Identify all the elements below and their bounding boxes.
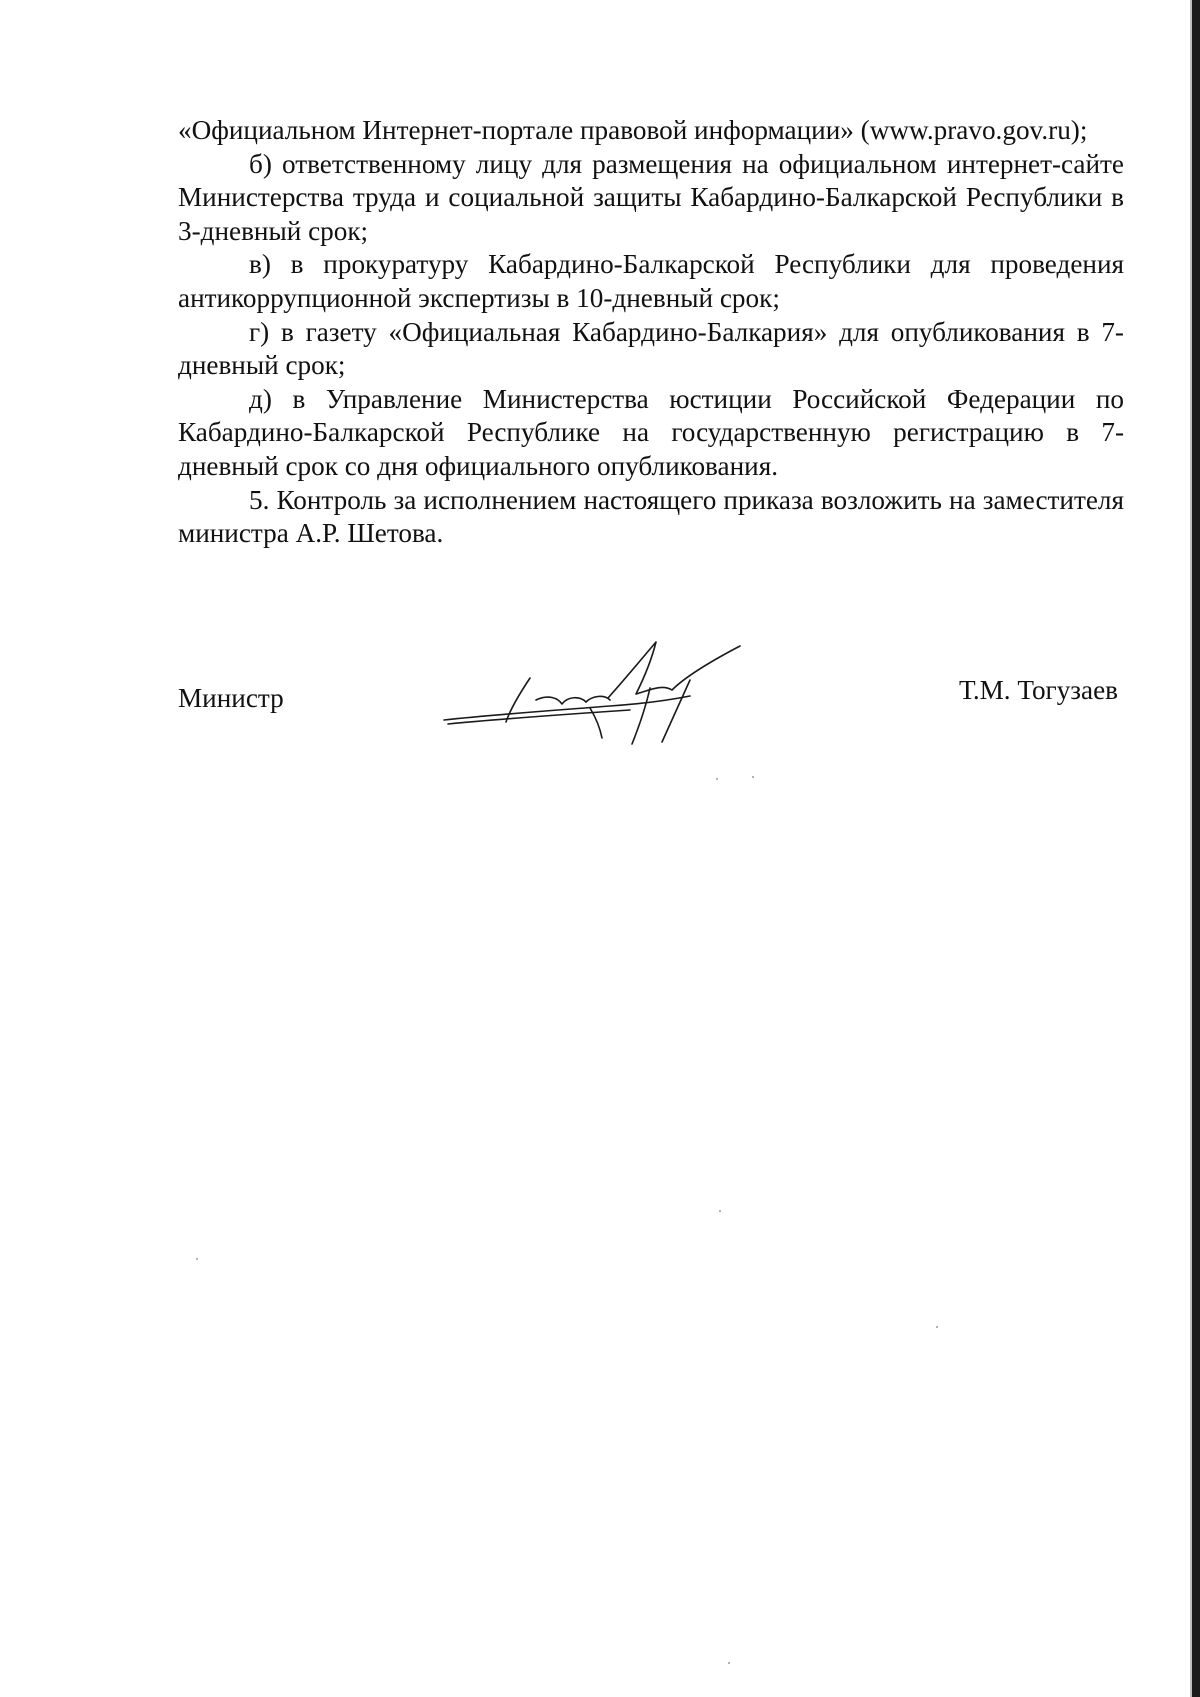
scan-speck bbox=[719, 1210, 721, 1212]
paragraph-item-d: д) в Управление Министерства юстиции Российской Федерации по Кабардино-Балкарской Республике на государственную регистрацию в 7-дневный срок со дня официального опубликования. bbox=[178, 383, 1124, 481]
signatory-title: Министр bbox=[178, 683, 284, 713]
handwritten-signature bbox=[440, 638, 750, 748]
signatory-name: Т.М. Тогузаев bbox=[958, 675, 1118, 705]
paragraph-item-5: 5. Контроль за исполнением настоящего приказа возложить на заместителя министра А.Р. Шетова. bbox=[178, 484, 1124, 549]
document-body bbox=[178, 114, 1124, 551]
paragraph-item-v: в) в прокуратуру Кабардино-Балкарской Республики для проведения антикоррупционной экспертизы в 10-дневный срок; bbox=[178, 249, 1124, 313]
scan-speck bbox=[196, 1258, 198, 1260]
paragraph-portal: «Официальном Интернет-портале правовой информации» (www.pravo.gov.ru); bbox=[178, 115, 1088, 145]
scan-speck bbox=[752, 776, 754, 778]
scan-edge bbox=[1192, 0, 1200, 1697]
paragraph-item-b: б) ответственному лицу для размещения на официальном интернет-сайте Министерства труда и социальной защиты Кабардино-Балкарской Республики в 3-дневный срок; bbox=[178, 148, 1124, 246]
scan-speck bbox=[716, 778, 718, 780]
scan-speck bbox=[728, 1662, 730, 1664]
signature-block bbox=[178, 670, 1124, 780]
paragraph-item-g: г) в газету «Официальная Кабардино-Балкария» для опубликования в 7-дневный срок; bbox=[178, 316, 1124, 381]
scan-speck bbox=[936, 1326, 938, 1328]
